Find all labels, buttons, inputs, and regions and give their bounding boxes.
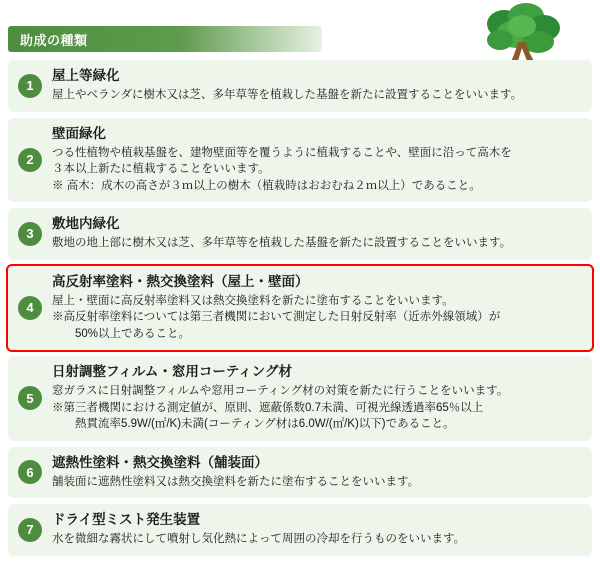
item-heading: 屋上等緑化 <box>52 68 120 83</box>
item-heading: 敷地内緑化 <box>52 216 120 231</box>
item-number-badge: 3 <box>18 222 42 246</box>
item-body-line: 敷地の地上部に樹木又は芝、多年草等を植栽した基盤を新たに設置することをいいます。 <box>52 237 512 249</box>
item-body-note: ※第三者機関における測定値が、原則、遮蔽係数0.7未満、可視光線透過率65％以上 <box>52 401 484 414</box>
item-body-note-cont: 50%以上であること。 <box>52 327 191 340</box>
subsidy-type-list <box>8 60 592 562</box>
item-body-line: つる性植物や植栽基盤を、建物壁面等を覆うように植栽することや、壁面に沿って高木を <box>52 146 512 159</box>
item-body-note-cont: 熱貫流率5.9W/(㎡/K)未満(コーティング材は6.0W/(㎡/K)以下)であること。 <box>52 418 455 430</box>
item-number-badge: 1 <box>18 74 42 98</box>
item-number-badge: 4 <box>18 296 42 320</box>
list-item[interactable] <box>8 356 592 441</box>
item-heading: 遮熱性塗料・熱交換塗料（舗装面） <box>52 454 268 470</box>
item-number-badge: 6 <box>18 460 42 484</box>
list-item[interactable] <box>8 118 592 203</box>
item-number-badge: 7 <box>18 518 42 542</box>
item-body-line: 屋上やベランダに樹木又は芝、多年草等を植栽した基盤を新たに設置することをいいます。 <box>52 89 523 101</box>
list-item[interactable] <box>8 60 592 112</box>
item-body-note: ※ 高木：成木の高さが３ｍ以上の樹木（植栽時はおおむね２ｍ以上）であること。 <box>52 179 481 192</box>
item-body-note: ※高反射率塗料については第三者機関において測定した日射反射率（近赤外線領域）が <box>52 311 501 323</box>
list-item[interactable] <box>8 447 592 499</box>
item-heading: ドライ型ミスト発生装置 <box>52 512 201 527</box>
item-heading: 日射調整フィルム・窓用コーティング材 <box>52 364 293 379</box>
list-item-highlighted[interactable] <box>8 266 592 351</box>
item-heading: 壁面緑化 <box>52 125 106 141</box>
item-body-line: ３本以上新たに植栽することをいいます。 <box>52 163 270 175</box>
list-item[interactable] <box>8 504 592 556</box>
item-heading: 高反射率塗料・熱交換塗料（屋上・壁面） <box>52 273 309 289</box>
item-number-badge: 2 <box>18 148 42 172</box>
item-body-line: 水を微細な霧状にして噴射し気化熱によって周囲の冷却を行うものをいいます。 <box>52 533 466 545</box>
item-body-line: 屋上・壁面に高反射率塗料又は熱交換塗料を新たに塗布することをいいます。 <box>52 294 454 307</box>
section-header-banner <box>8 26 322 52</box>
item-body-line: 窓ガラスに日射調整フィルムや窓用コーティング材の対策を新たに行うことをいいます。 <box>52 385 509 397</box>
item-number-badge: 5 <box>18 386 42 410</box>
list-item[interactable] <box>8 208 592 260</box>
page-title: 助成の種類 <box>20 32 88 48</box>
item-body-line: 舗装面に遮熱性塗料又は熱交換塗料を新たに塗布することをいいます。 <box>52 475 420 488</box>
